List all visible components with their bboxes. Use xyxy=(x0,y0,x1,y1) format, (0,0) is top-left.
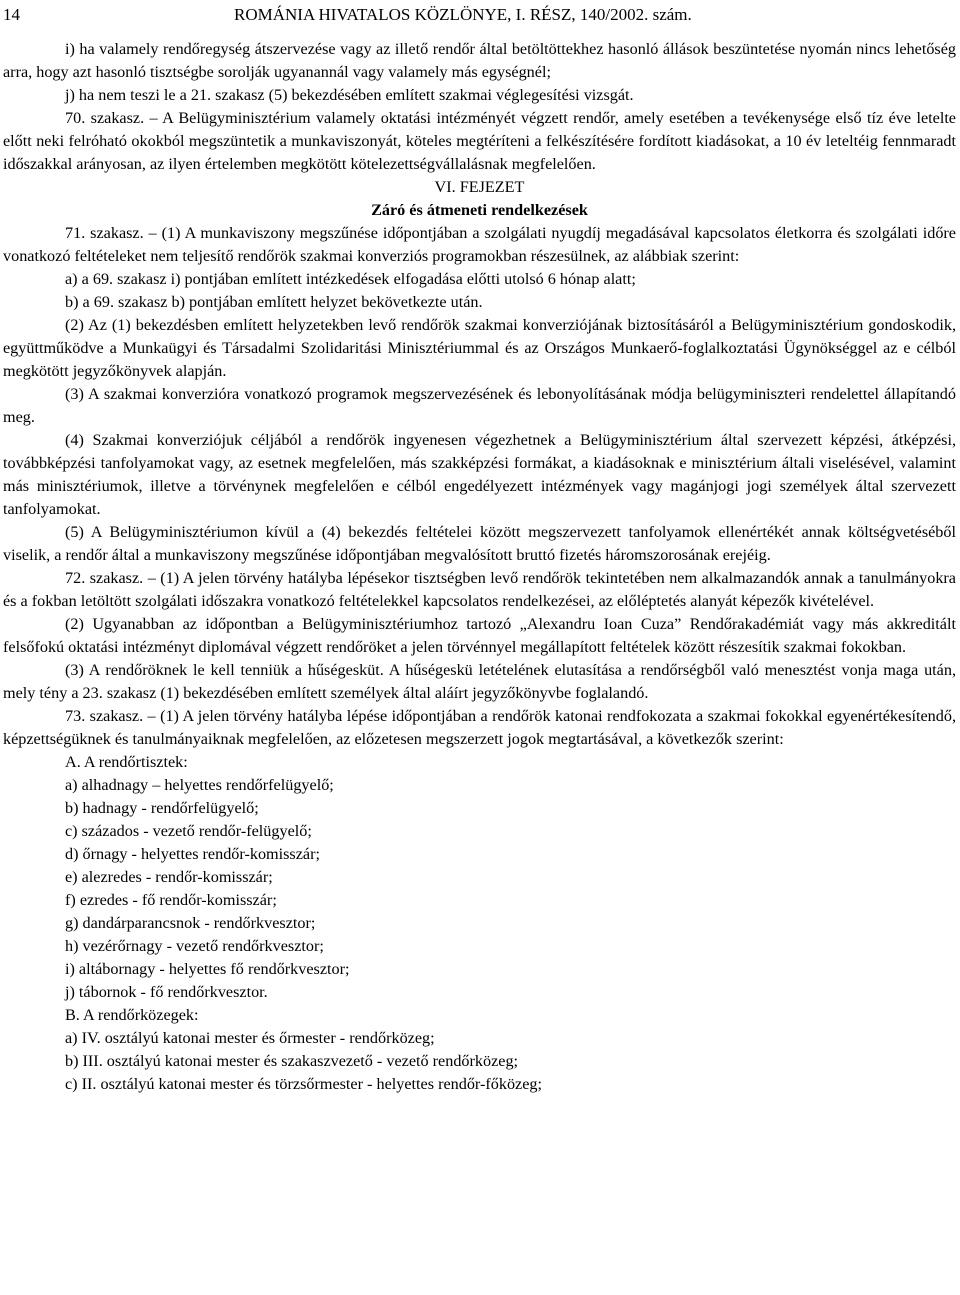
list-item: b) hadnagy - rendőrfelügyelő; xyxy=(65,799,259,817)
list-item: j) tábornok - fő rendőrkvesztor. xyxy=(65,983,268,1001)
page-number: 14 xyxy=(3,5,20,24)
list-item: c) százados - vezető rendőr-felügyelő; xyxy=(65,822,312,840)
chapter-heading: VI. FEJEZET xyxy=(434,178,525,196)
chapter-heading: Záró és átmeneti rendelkezések xyxy=(371,201,588,219)
list-item: e) alezredes - rendőr-komisszár; xyxy=(65,868,273,886)
paragraph: i) ha valamely rendőregység átszervezése vagy az illető rendőr által betöltöttekhez hasonló állások beszüntetése nyomán nincs lehetőség arra, hogy azt hasonló tisztségbe sorolják ugyanannál vagy valamely más egységnél; xyxy=(3,40,956,81)
paragraph: a) a 69. szakasz i) pontjában említett intézkedések elfogadása előtti utolsó 6 hónap alatt; xyxy=(65,270,636,288)
paragraph: b) a 69. szakasz b) pontjában említett helyzet bekövetkezte után. xyxy=(65,293,483,311)
list-item: A. A rendőrtisztek: xyxy=(65,753,188,771)
list-item: c) II. osztályú katonai mester és törzsőrmester - helyettes rendőr-főközeg; xyxy=(65,1075,543,1093)
page-header xyxy=(3,0,956,30)
paragraph: (3) A szakmai konverzióra vonatkozó programok megszervezésének és lebonyolításának módja belügyminiszteri rendelettel állapítandó meg. xyxy=(3,385,956,426)
list-item: a) IV. osztályú katonai mester és őrmester - rendőrközeg; xyxy=(65,1029,435,1047)
paragraph: (2) Az (1) bekezdésben említett helyzetekben levő rendőrök szakmai konverziójának biztosításáról a Belügyminisztérium gondoskodik, együttműködve a Munkaügyi és Társadalmi Szolidaritási Minisztériummal és az Országos Munkaerő-foglalkoztatási Ügynökséggel az e célból megkötött jegyzőkönyvek alapján. xyxy=(3,316,956,380)
document-body xyxy=(3,38,956,1096)
list-item: i) altábornagy - helyettes fő rendőrkvesztor; xyxy=(65,960,350,978)
list-item: d) őrnagy - helyettes rendőr-komisszár; xyxy=(65,845,320,863)
paragraph: 71. szakasz. – (1) A munkaviszony megszűnése időpontjában a szolgálati nyugdíj megadásával kapcsolatos életkorra és szolgálati időre vonatkozó feltételeket nem teljesítő rendőrök szakmai konverziós programokban részesülnek, az alábbiak szerint: xyxy=(3,224,956,265)
paragraph: 72. szakasz. – (1) A jelen törvény hatályba lépésekor tisztségben levő rendőrök tekintetében nem alkalmazandók annak a tanulmányokra és a fokban letöltött szolgálati időszakra vonatkozó feltételekkel kapcsolatos rendelkezései, az előléptetés alanyát képezők kivételével. xyxy=(3,569,956,610)
paragraph: (4) Szakmai konverziójuk céljából a rendőrök ingyenesen végezhetnek a Belügyminisztérium által szervezett képzési, átképzési, továbbképzési tanfolyamokat vagy, az esetnek megfelelően, más szakképzési formákat, a kiadásoknak e minisztérium általi viselésével, valamint más minisztériumok, illetve a törvénynek megfelelően e célból engedélyezett intézmények vagy magánjogi jogi személyek által szervezett tanfolyamokat. xyxy=(3,431,956,518)
list-item: a) alhadnagy – helyettes rendőrfelügyelő; xyxy=(65,776,334,794)
list-item: f) ezredes - fő rendőr-komisszár; xyxy=(65,891,277,909)
paragraph: (2) Ugyanabban az időpontban a Belügyminisztériumhoz tartozó „Alexandru Ioan Cuza” Rendőrakadémiát vagy más akkreditált felsőfokú oktatási intézményt diplomával végzett rendőröket a jelen törvénnyel megállapított feltételek között részesítik szakmai fokokban. xyxy=(3,615,956,656)
paragraph: (3) A rendőröknek le kell tenniük a hűségesküt. A hűségeskü letételének elutasítása a rendőrségből való menesztést vonja maga után, mely tény a 23. szakasz (1) bekezdésében említett személyek által aláírt jegyzőkönyvbe foglalandó. xyxy=(3,661,956,702)
gazette-title: ROMÁNIA HIVATALOS KÖZLÖNYE, I. RÉSZ, 140/2002. szám. xyxy=(234,5,692,24)
paragraph: j) ha nem teszi le a 21. szakasz (5) bekezdésében említett szakmai véglegesítési vizsgát. xyxy=(65,86,634,104)
paragraph: 73. szakasz. – (1) A jelen törvény hatályba lépése időpontjában a rendőrök katonai rendfokozata a szakmai fokokkal egyenértékesítendő, képzettségüknek és tanulmányaiknak megfelelően, az előzetesen megszerzett jogok megtartásával, a következők szerint: xyxy=(3,707,956,748)
list-item: h) vezérőrnagy - vezető rendőrkvesztor; xyxy=(65,937,324,955)
list-item: B. A rendőrközegek: xyxy=(65,1006,199,1024)
paragraph: 70. szakasz. – A Belügyminisztérium valamely oktatási intézményét végzett rendőr, amely esetében a tevékenysége első tíz éve letelte előtt neki felróható okokból megszüntetik a munkaviszonyát, köteles megtéríteni a felkészítésére fordított kiadásokat, a 10 év leteltéig fennmaradt időszakkal arányosan, az ilyen értelemben megkötött kötelezettségvállalásnak megfelelően. xyxy=(3,109,956,173)
list-item: g) dandárparancsnok - rendőrkvesztor; xyxy=(65,914,316,932)
paragraph: (5) A Belügyminisztériumon kívül a (4) bekezdés feltételei között megszervezett tanfolyamok ellenértékét annak költségvetéséből viselik, a rendőr által a munkaviszony megszűnése időpontjában megvalósított bruttó fizetés háromszorosának erejéig. xyxy=(3,523,956,564)
list-item: b) III. osztályú katonai mester és szakaszvezető - vezető rendőrközeg; xyxy=(65,1052,519,1070)
